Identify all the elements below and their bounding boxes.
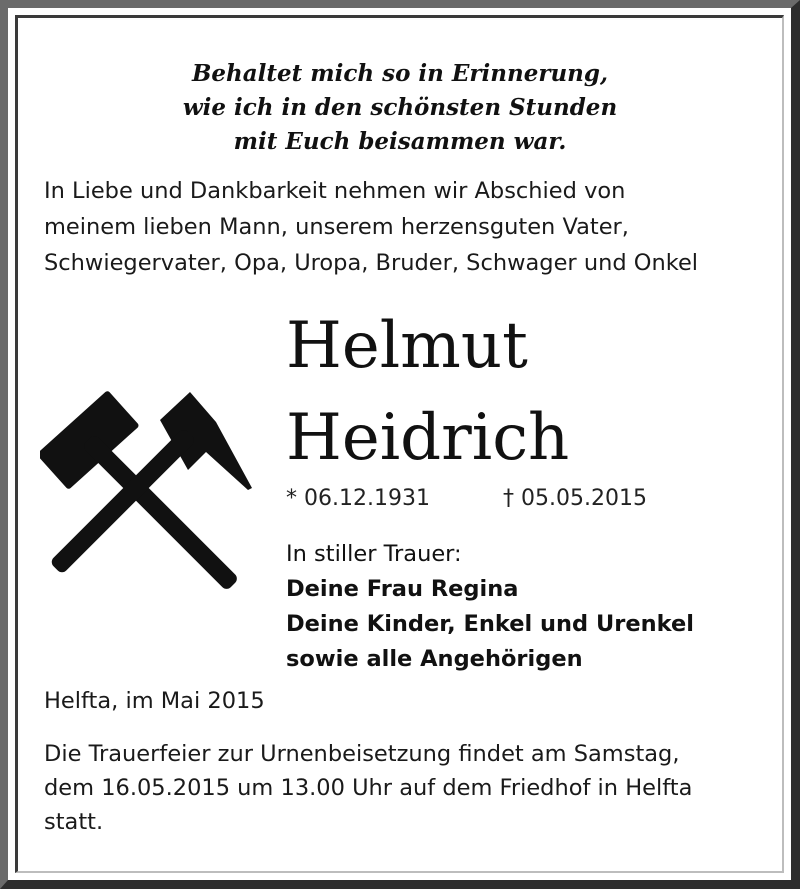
- mourner-line: Deine Frau Regina: [286, 576, 519, 602]
- motto: [0, 57, 800, 159]
- deceased-first-name: Helmut: [286, 309, 528, 383]
- intro-line: meinem lieben Mann, unserem herzensguten Vater,: [44, 214, 629, 240]
- mourner-line: sowie alle Angehörigen: [286, 646, 583, 672]
- motto-line: wie ich in den schönsten Stunden: [182, 94, 618, 121]
- hammer-and-pick-icon: [40, 386, 260, 592]
- funeral-line: statt.: [44, 809, 104, 835]
- deceased-last-name: Heidrich: [286, 401, 570, 475]
- intro-text: [44, 173, 698, 281]
- funeral-line: Die Trauerfeier zur Urnenbeisetzung findet am Samstag,: [44, 741, 680, 767]
- birth-date: * 06.12.1931: [286, 486, 430, 511]
- motto-line: mit Euch beisammen war.: [233, 128, 567, 155]
- funeral-line: dem 16.05.2015 um 13.00 Uhr auf dem Friedhof in Helfta: [44, 775, 693, 801]
- motto-line: Behaltet mich so in Erinnerung,: [191, 60, 608, 87]
- death-date: † 05.05.2015: [503, 486, 647, 511]
- mourning-block: [286, 537, 694, 677]
- mourning-intro: In stiller Trauer:: [286, 541, 462, 567]
- mourner-line: Deine Kinder, Enkel und Urenkel: [286, 611, 694, 637]
- funeral-info: [44, 737, 692, 839]
- place-date: Helfta, im Mai 2015: [44, 688, 265, 714]
- intro-line: In Liebe und Dankbarkeit nehmen wir Abschied von: [44, 178, 626, 204]
- intro-line: Schwiegervater, Opa, Uropa, Bruder, Schwager und Onkel: [44, 250, 699, 276]
